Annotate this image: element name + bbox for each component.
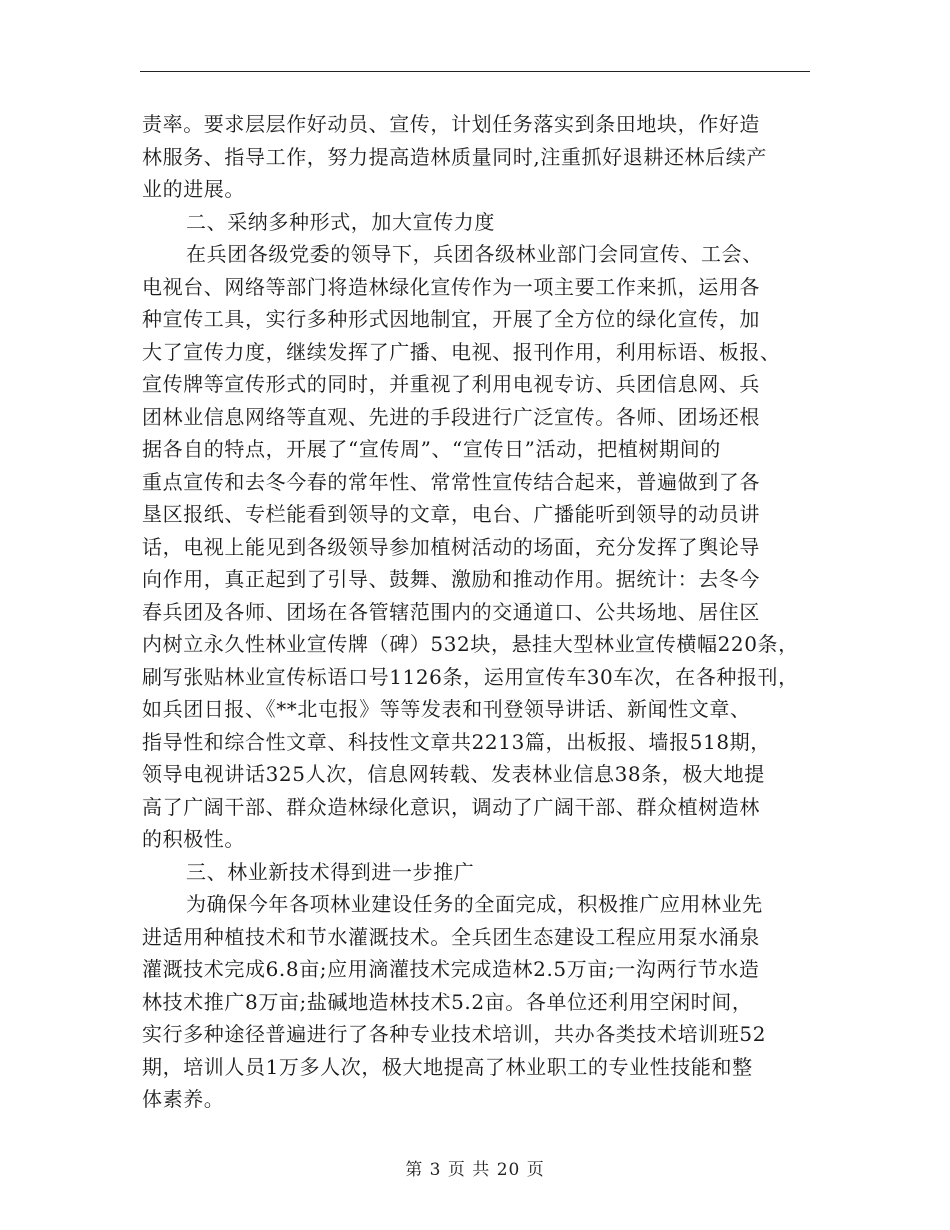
text-line: 的积极性。 [142,827,245,851]
text-line: 指导性和综合性文章、科技性文章共2213篇，出板报、墙报518期， [142,729,771,754]
text-line: 大了宣传力度，继续发挥了广播、电视、报刊作用，利用标语、板报、 [142,339,781,364]
text-line: 春兵团及各师、团场在各管辖范围内的交通道口、公共场地、居住区 [142,599,760,624]
text-line: 团林业信息网络等直观、先进的手段进行广泛宣传。各师、团场还根 [142,404,760,429]
text-line: 二、采纳多种形式，加大宣传力度 [186,209,495,234]
text-line: 重点宣传和去冬今春的常年性、常常性宣传结合起来，普遍做到了各 [142,469,760,494]
text-line: 话，电视上能见到各级领导参加植树活动的场面，充分发挥了舆论导 [142,534,760,559]
text-line: 内树立永久性林业宣传牌（碑）532块，悬挂大型林业宣传横幅220条， [142,632,799,656]
text-line: 进适用种植技术和节水灌溉技术。全兵团生态建设工程应用泵水涌泉 [142,924,760,949]
text-line: 宣传牌等宣传形式的同时，并重视了利用电视专访、兵团信息网、兵 [142,372,760,396]
text-line: 体素养。 [142,1087,225,1111]
text-line: 林服务、指导工作，努力提高造林质量同时,注重抓好退耕还林后续产 [142,144,767,169]
text-line: 林技术推广8万亩;盐碱地造林技术5.2亩。各单位还利用空闲时间， [142,989,753,1014]
text-line: 向作用，真正起到了引导、鼓舞、激励和推动作用。据统计：去冬今 [142,567,760,591]
text-line: 种宣传工具，实行多种形式因地制宜，开展了全方位的绿化宣传，加 [142,307,760,331]
text-line: 刷写张贴林业宣传标语口号1126条，运用宣传车30车次，在各种报刊， [142,664,799,689]
text-line: 为确保今年各项林业建设任务的全面完成，积极推广应用林业先 [186,892,763,916]
page-number: 第 3 页 共 20 页 [405,1160,545,1180]
text-line: 实行多种途径普遍进行了各种专业技术培训，共办各类技术培训班52 [142,1022,767,1046]
text-line: 责率。要求层层作好动员、宣传，计划任务落实到条田地块，作好造 [142,112,760,136]
text-line: 垦区报纸、专栏能看到领导的文章，电台、广播能听到领导的动员讲 [142,502,760,526]
text-line: 高了广阔干部、群众造林绿化意识，调动了广阔干部、群众植树造林 [142,794,760,819]
document-body [142,108,832,1116]
text-line: 灌溉技术完成6.8亩;应用滴灌技术完成造林2.5万亩;一沟两行节水造 [142,957,760,981]
text-line: 据各自的特点，开展了“宣传周”、“宣传日”活动，把植树期间的 [142,437,721,461]
text-line: 电视台、网络等部门将造林绿化宣传作为一项主要工作来抓，运用各 [142,274,760,299]
text-line: 业的进展。 [142,177,245,201]
text-line: 期，培训人员1万多人次，极大地提高了林业职工的专业性技能和整 [142,1054,753,1079]
text-line: 如兵团日报、《**北屯报》等等发表和刊登领导讲话、新闻性文章、 [142,697,751,721]
header-rule [140,71,810,72]
text-line: 在兵团各级党委的领导下，兵团各级林业部门会同宣传、工会、 [186,242,763,266]
text-line: 领导电视讲话325人次，信息网转载、发表林业信息38条，极大地提 [142,762,765,786]
text-line: 三、林业新技术得到进一步推广 [186,859,475,884]
